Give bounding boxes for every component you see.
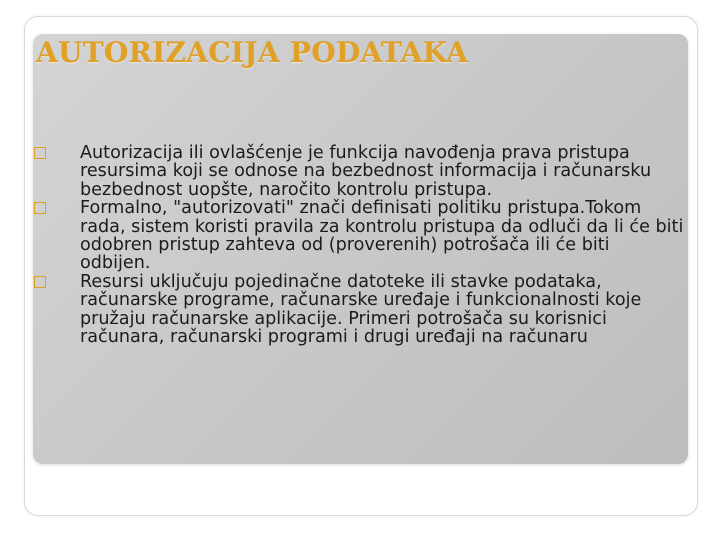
square-bullet-icon [34, 202, 46, 214]
bullet-text: Formalno, "autorizovati" znači definisati politiku pristupa.Tokom rada, sistem koristi pravila za kontrolu pristupa da odluči da li će biti odobren pristup zahteva od (proverenih) potrošača ili će biti odbijen. [80, 198, 684, 274]
square-bullet-icon [34, 276, 46, 288]
bullet-item [60, 144, 685, 199]
slide-title: AUTORIZACIJA PODATAKA [36, 36, 469, 69]
bullet-item [60, 199, 685, 273]
square-bullet-icon [34, 147, 46, 159]
bullet-list [60, 144, 685, 346]
bullet-text: Autorizacija ili ovlašćenje je funkcija navođenja prava pristupa resursima koji se odnose na bezbednost informacija i računarsku bezbednost uopšte, naročito kontrolu pristupa. [80, 143, 652, 200]
bullet-text: Resursi uključuju pojedinačne datoteke ili stavke podataka, računarske programe, računarske uređaje i funkcionalnosti koje pružaju računarske aplikacije. Primeri potrošača su korisnici računara, računarski programi i drugi uređaji na računaru [80, 271, 642, 348]
bullet-item [60, 273, 685, 347]
